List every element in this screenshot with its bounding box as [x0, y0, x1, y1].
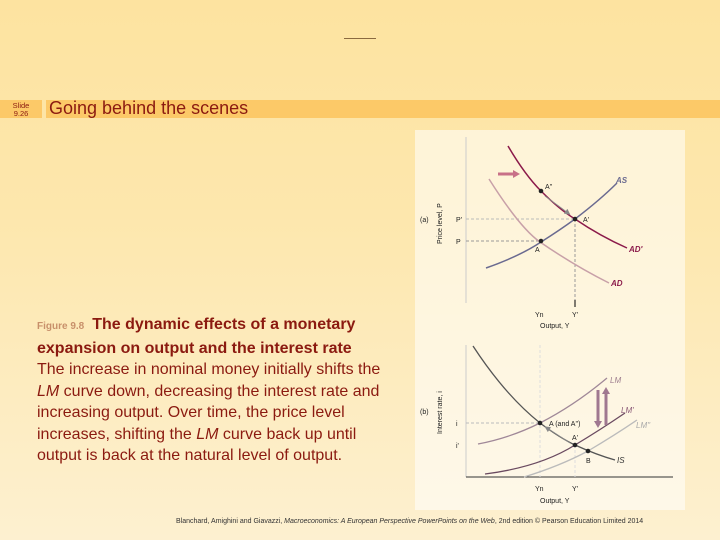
- body-part: curve back up until output is back at the natural level of output.: [37, 425, 357, 464]
- slide-label: Slide: [12, 101, 30, 110]
- ylabel-a: Price level, P: [437, 203, 444, 244]
- point-a1-b: [573, 443, 578, 448]
- tick-yn-b: Yn: [535, 486, 544, 493]
- body-part: curve down, decreasing the interest rate and increasing output. Over time, the price level increases, shifting the: [37, 382, 380, 443]
- tick-p: P: [456, 239, 461, 246]
- xlabel-b: Output, Y: [540, 498, 570, 505]
- ad-label: AD: [611, 279, 623, 288]
- tick-y1-b: Y': [572, 486, 579, 493]
- point-a2: [539, 189, 544, 194]
- ad-curve: [489, 179, 609, 283]
- footer-authors: Blanchard, Amighini and Giavazzi,: [176, 518, 285, 525]
- as-label: AS: [616, 176, 628, 185]
- label-a: A: [535, 247, 540, 254]
- tick-i: i: [456, 421, 458, 428]
- body-part: The increase in nominal money initially shifts the: [37, 361, 381, 378]
- slide-num: 9.26: [13, 108, 29, 118]
- figure-title: The dynamic effects of a monetary expansion on output and the interest rate: [37, 316, 356, 357]
- lm2-curve: [524, 420, 637, 477]
- footer-credit: [176, 518, 643, 525]
- point-a1: [573, 217, 578, 222]
- figure-svg: [415, 130, 685, 510]
- label-a1-b: A': [572, 435, 579, 442]
- is-curve: [473, 346, 615, 460]
- ad1-label: AD': [629, 245, 643, 254]
- tick-p1: P': [456, 217, 463, 224]
- panel-a-tag: (a): [420, 217, 429, 224]
- shift-arrow-head: [513, 170, 520, 178]
- is-label: IS: [617, 456, 625, 465]
- footer-book: Macroeconomics: A European Perspective PowerPoints on the Web: [284, 518, 495, 525]
- ad1-curve: [508, 146, 627, 248]
- lm-label: LM: [610, 376, 622, 385]
- decorative-line: [344, 38, 376, 39]
- tick-y1-a: Y': [572, 312, 579, 319]
- tick-yn-a: Yn: [535, 312, 544, 319]
- lm-curve: [478, 378, 607, 444]
- arrow-head-up: [602, 387, 610, 394]
- point-a-b: [538, 421, 543, 426]
- label-a2: A'': [545, 184, 553, 191]
- point-b: [586, 449, 591, 454]
- panel-b-tag: (b): [420, 409, 429, 416]
- body-lm: LM: [196, 425, 219, 443]
- body-text: [37, 361, 380, 464]
- path-arrow-b: [547, 428, 570, 443]
- lm1-label: LM': [621, 406, 634, 415]
- ylabel-b: Interest rate, i: [437, 391, 444, 434]
- figure-9-8: [415, 130, 685, 510]
- slide-number: [0, 100, 42, 118]
- lm2-label: LM'': [636, 421, 651, 430]
- figure-label: Figure 9.8: [37, 321, 85, 332]
- tick-i1: i': [456, 443, 459, 450]
- figure-caption: [37, 314, 387, 467]
- xlabel-a: Output, Y: [540, 323, 570, 330]
- label-a-b: A (and A''): [549, 421, 581, 428]
- as-curve: [486, 183, 617, 268]
- path-arrow: [545, 196, 568, 213]
- point-a: [539, 239, 544, 244]
- label-a1: A': [583, 217, 590, 224]
- footer-edition: , 2nd edition © Pearson Education Limited 2014: [494, 518, 644, 525]
- label-b: B: [586, 458, 591, 465]
- body-lm: LM: [37, 382, 60, 400]
- slide-title: Going behind the scenes: [49, 98, 249, 118]
- arrow-head-down: [594, 421, 602, 428]
